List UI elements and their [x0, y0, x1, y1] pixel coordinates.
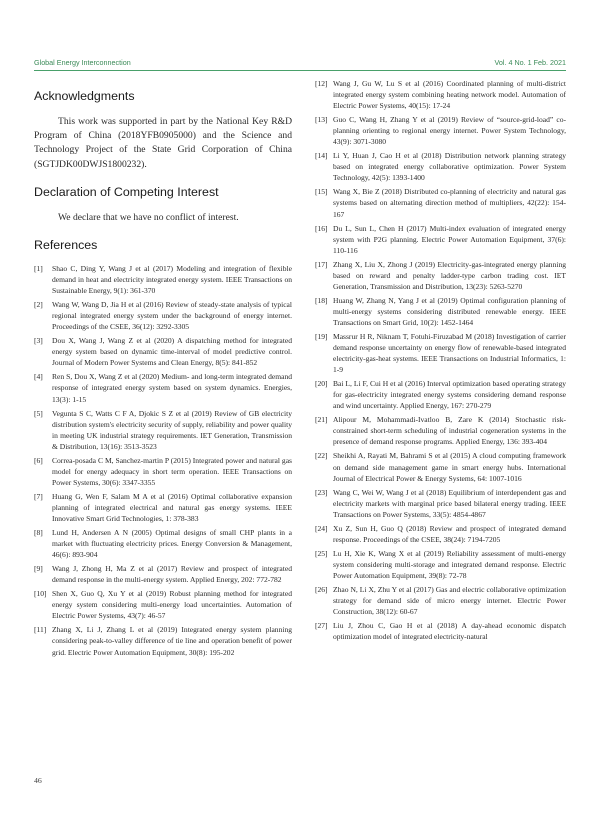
reference-number: [5]: [34, 408, 43, 418]
reference-number: [16]: [315, 223, 328, 233]
reference-item: [315, 331, 566, 375]
reference-text: Wang W, Wang D, Jia H et al (2016) Review of steady-state analysis of typical regional integrated energy system under the background of energy internet. Proceedings of the CSEE, 36(12): 3292-3305: [52, 300, 292, 332]
page-number: 46: [34, 776, 42, 785]
running-header: [34, 58, 566, 70]
reference-item: [34, 455, 292, 488]
reference-text: Shen X, Guo Q, Xu Y et al (2019) Robust planning method for integrated energy system considering multi-energy load uncertainties. Automation of Electric Power Systems, 43(7): 46-57: [52, 589, 292, 621]
reference-text: Huang W, Zhang N, Yang J et al (2019) Optimal configuration planning of multi-energy systems considering distributed renewable energy. IEEE Transactions on Smart Grid, 10(2): 1452-1464: [333, 295, 566, 327]
references-heading: References: [34, 238, 98, 253]
reference-text: Wang J, Zhong H, Ma Z et al (2017) Review and prospect of integrated demand response in the multi-energy system. Applied Energy, 202: 772-782: [52, 564, 292, 585]
reference-item: [315, 548, 566, 581]
reference-item: [315, 450, 566, 483]
header-rule: [34, 70, 566, 71]
reference-number: [1]: [34, 264, 43, 274]
reference-item: [34, 299, 292, 332]
reference-item: [315, 150, 566, 183]
reference-number: [18]: [315, 295, 328, 305]
reference-item: [34, 588, 292, 621]
reference-list-left: [34, 263, 292, 658]
reference-number: [21]: [315, 415, 328, 425]
reference-item: [315, 620, 566, 642]
reference-item: [34, 491, 292, 524]
reference-text: Huang G, Wen F, Salam M A et al (2016) Optimal collaborative expansion planning of integrated electrical and natural gas energy systems. IEEE Innovative Smart Grid Technologies, 1: 378-383: [52, 491, 292, 523]
reference-text: Zhang X, Li J, Zhang L et al (2019) Integrated energy system planning considering peak-to-valley difference of tie line and operation benefit of power grid. Electric Power Automation Equipment, 30(8): 195-202: [52, 625, 292, 657]
reference-number: [12]: [315, 79, 328, 88]
reference-text: Bai L, Li F, Cui H et al (2016) Interval optimization based operating strategy for gas-electricity integrated energy systems considering demand response and wind uncertainty. Applied Energy, 167: 270-279: [333, 379, 566, 411]
reference-text: Zhang X, Liu X, Zhong J (2019) Electricity-gas-integrated energy planning based on reward and penalty ladder-type carbon trading cost. IET Generation, Transmission and Distribution, 13(23): 5263-5270: [333, 259, 566, 291]
reference-text: Du L, Sun L, Chen H (2017) Multi-index evaluation of integrated energy system with P2G planning. Electric Power Automation Equipment, 37(6): 110-116: [333, 223, 566, 255]
reference-text: Alipour M, Mohammadi-Ivatloo B, Zare K (2014) Stochastic risk-constrained short-term scheduling of industrial cogeneration systems in the presence of demand response programs. Applied Energy, 136: 393-404: [333, 415, 566, 447]
reference-item: [315, 223, 566, 256]
reference-item: [315, 78, 566, 111]
competing-interest-text: We declare that we have no conflict of interest.: [58, 211, 239, 223]
reference-number: [10]: [34, 589, 47, 599]
reference-number: [19]: [315, 331, 328, 341]
reference-number: [22]: [315, 451, 328, 461]
reference-text: Dou X, Wang J, Wang Z et al (2020) A dispatching method for integrated energy system based on dynamic time-interval of model predictive control. Journal of Modern Power Systems and Clean Energy, 8(5): 841-852: [52, 336, 292, 368]
reference-text: Wang X, Bie Z (2018) Distributed co-planning of electricity and natural gas systems based on alternating direction method of multipliers, 42(22): 154-167: [333, 187, 566, 219]
reference-number: [14]: [315, 151, 328, 161]
reference-item: [34, 624, 292, 657]
reference-number: [2]: [34, 300, 43, 310]
reference-text: Liu J, Zhou C, Gao H et al (2018) A day-ahead economic dispatch optimization model of integrated electricity-natural: [333, 621, 566, 642]
reference-list-right: [315, 78, 566, 642]
reference-text: Lund H, Andersen A N (2005) Optimal designs of small CHP plants in a market with fluctuating electricity prices. Energy Conversion & Management, 46(6): 893-904: [52, 528, 292, 560]
reference-number: [3]: [34, 336, 43, 346]
acknowledgments-heading: Acknowledgments: [34, 89, 135, 103]
reference-number: [27]: [315, 621, 328, 631]
reference-text: Wang J, Gu W, Lu S et al (2016) Coordinated planning of multi-district integrated energy system combining heating network model. Automation of Electric Power Systems, 40(15): 17-24: [333, 79, 566, 111]
reference-text: Li Y, Huan J, Cao H et al (2018) Distribution network planning strategy based on integrated energy collaborative optimization. Power System Technology, 42(5): 1393-1400: [333, 151, 566, 183]
reference-number: [13]: [315, 115, 328, 125]
reference-text: Wang C, Wei W, Wang J et al (2018) Equilibrium of interdependent gas and electricity markets with marginal price based bilateral energy trading. IEEE Transactions on Power Systems, 33(5): 4854-4867: [333, 487, 566, 519]
left-column: [34, 78, 292, 658]
reference-text: Guo C, Wang H, Zhang Y et al (2019) Review of “source-grid-load” co-planning orienting to regional energy internet. Power System Technology, 43(9): 3071-3080: [333, 115, 566, 147]
reference-item: [34, 371, 292, 404]
reference-number: [9]: [34, 564, 43, 574]
reference-number: [26]: [315, 584, 328, 594]
reference-number: [8]: [34, 528, 43, 538]
reference-item: [34, 408, 292, 452]
reference-number: [6]: [34, 455, 43, 465]
reference-number: [20]: [315, 379, 328, 389]
reference-number: [23]: [315, 487, 328, 497]
reference-item: [34, 335, 292, 368]
right-column: [315, 78, 566, 642]
reference-text: Xu Z, Sun H, Guo Q (2018) Review and prospect of integrated demand response. Proceedings of the CSEE, 38(24): 7194-7205: [333, 523, 566, 544]
reference-text: Sheikhi A, Rayati M, Bahrami S et al (2015) A cloud computing framework on demand side management game in smart energy hubs. International Journal of Electrical Power & Energy Systems, 64: 1007-1016: [333, 451, 566, 483]
reference-number: [25]: [315, 548, 328, 558]
reference-item: [315, 414, 566, 447]
reference-text: Correa-posada C M, Sanchez-martin P (2015) Integrated power and natural gas model for energy adequacy in short term operation. IEEE Transactions on Power Systems, 30(6): 3347-3355: [52, 455, 292, 487]
reference-text: Massrur H R, Niknam T, Fotuhi-Firuzabad M (2018) Investigation of carrier demand response uncertainty on energy flow of renewable-based integrated electricity-gas-heat systems. IEEE Transactions on Industrial Informatics, 1: 1-9: [333, 331, 566, 375]
reference-item: [34, 527, 292, 560]
reference-number: [15]: [315, 187, 328, 197]
reference-number: [11]: [34, 625, 47, 635]
reference-number: [4]: [34, 372, 43, 382]
reference-item: [315, 186, 566, 219]
competing-interest-heading: Declaration of Competing Interest: [34, 184, 219, 199]
reference-item: [315, 523, 566, 545]
reference-item: [315, 259, 566, 292]
reference-item: [34, 563, 292, 585]
reference-text: Ren S, Dou X, Wang Z et al (2020) Medium- and long-term integrated demand response of integrated energy system based on system dynamics. Energies, 13(3): 1-15: [52, 372, 292, 404]
reference-item: [34, 263, 292, 296]
reference-text: Zhao N, Li X, Zhu Y et al (2017) Gas and electric collaborative optimization strategy for demand side of micro energy internet. Electric Power Construction, 38(12): 60-67: [333, 584, 566, 617]
reference-item: [315, 378, 566, 411]
reference-item: [315, 584, 566, 617]
reference-number: [24]: [315, 523, 328, 533]
reference-item: [315, 295, 566, 328]
journal-name: Global Energy Interconnection: [34, 58, 131, 67]
reference-number: [17]: [315, 259, 328, 269]
reference-text: Lu H, Xie K, Wang X et al (2019) Reliability assessment of multi-energy system considering multi-storage and integrated demand response. Electric Power Automation Equipment, 39(8): 72-78: [333, 548, 566, 580]
reference-number: [7]: [34, 491, 43, 501]
reference-text: Shao C, Ding Y, Wang J et al (2017) Modeling and integration of flexible demand in heat and electricity integrated energy system. IEEE Transactions on Sustainable Energy, 9(1): 361-370: [52, 264, 292, 296]
acknowledgments-text: This work was supported in part by the National Key R&D Program of China (2018YFB0905000) and the Science and Technology Project of the State Grid Corporation of China (SGTJDK00DWJS1800232).: [34, 116, 292, 170]
reference-item: [315, 487, 566, 520]
reference-item: [315, 114, 566, 147]
reference-text: Vegunta S C, Watts C F A, Djokic S Z et al (2019) Review of GB electricity distribution system's electricity security of supply, reliability and power quality in meeting UK industrial strategy requirements. IET Generation, Transmission & Distribution, 13(16): 3513-3523: [52, 408, 292, 451]
issue-info: Vol. 4 No. 1 Feb. 2021: [494, 58, 566, 67]
